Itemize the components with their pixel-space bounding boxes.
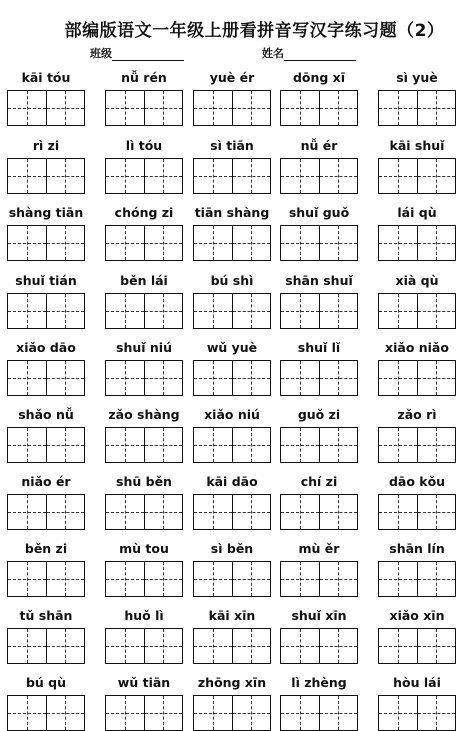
tianzige-cell[interactable] [232,562,271,596]
writing-boxes[interactable] [105,628,183,664]
pinyin-label: chí zi [300,474,338,489]
tianzige-cell[interactable] [194,495,232,529]
tianzige-cell[interactable] [232,696,271,730]
tianzige-cell[interactable] [417,91,456,125]
class-label: 班级 [90,47,112,60]
tianzige-cell[interactable] [319,159,358,193]
writing-boxes[interactable] [7,628,85,664]
pinyin-label: mù tou [119,541,169,556]
tianzige-cell[interactable] [281,91,319,125]
pinyin-label: xiǎo niǎo [385,340,449,355]
writing-boxes[interactable] [280,158,358,194]
tianzige-cell[interactable] [281,629,319,663]
tianzige-cell[interactable] [144,91,183,125]
pinyin-label: shuǐ niú [116,340,172,355]
tianzige-cell[interactable] [46,226,85,260]
tianzige-cell[interactable] [8,361,46,395]
tianzige-cell[interactable] [144,495,183,529]
tianzige-cell[interactable] [106,226,144,260]
pinyin-label: shān shuǐ [285,273,353,288]
writing-boxes[interactable] [7,494,85,530]
pinyin-label: dāo kǒu [388,474,446,489]
writing-boxes[interactable] [193,360,271,396]
tianzige-cell[interactable] [8,562,46,596]
writing-boxes[interactable] [280,90,358,126]
tianzige-cell[interactable] [194,629,232,663]
writing-boxes[interactable] [7,695,85,731]
tianzige-cell[interactable] [144,696,183,730]
pinyin-label: sì běn [210,541,254,556]
tianzige-cell[interactable] [8,226,46,260]
tianzige-cell[interactable] [144,361,183,395]
tianzige-cell[interactable] [194,361,232,395]
tianzige-cell[interactable] [417,495,456,529]
tianzige-cell[interactable] [194,696,232,730]
tianzige-cell[interactable] [8,428,46,462]
tianzige-cell[interactable] [281,696,319,730]
name-label: 姓名 [262,47,284,60]
tianzige-cell[interactable] [46,562,85,596]
pinyin-label: shuǐ tián [15,273,77,288]
tianzige-cell[interactable] [106,294,144,328]
pinyin-label: xiǎo xīn [389,608,445,623]
writing-boxes[interactable] [7,90,85,126]
writing-boxes[interactable] [105,90,183,126]
tianzige-cell[interactable] [144,294,183,328]
writing-boxes[interactable] [378,293,456,329]
pinyin-label: nǚ ér [300,138,338,153]
tianzige-cell[interactable] [232,361,271,395]
tianzige-cell[interactable] [232,629,271,663]
pinyin-label: bú shì [210,273,254,288]
pinyin-label: xiǎo dāo [16,340,76,355]
tianzige-cell[interactable] [319,495,358,529]
writing-boxes[interactable] [7,360,85,396]
tianzige-cell[interactable] [281,294,319,328]
tianzige-cell[interactable] [8,629,46,663]
writing-boxes[interactable] [193,427,271,463]
tianzige-cell[interactable] [194,294,232,328]
writing-boxes[interactable] [193,293,271,329]
tianzige-cell[interactable] [379,495,417,529]
tianzige-cell[interactable] [194,428,232,462]
tianzige-cell[interactable] [106,562,144,596]
writing-boxes[interactable] [105,695,183,731]
tianzige-cell[interactable] [144,629,183,663]
writing-boxes[interactable] [378,90,456,126]
pinyin-label: huǒ lì [124,608,164,623]
writing-boxes[interactable] [105,225,183,261]
tianzige-cell[interactable] [319,696,358,730]
pinyin-label: tiān shàng [194,205,270,220]
pinyin-label: kāi shuǐ [389,138,445,153]
tianzige-cell[interactable] [379,428,417,462]
writing-boxes[interactable] [193,225,271,261]
writing-boxes[interactable] [280,293,358,329]
pinyin-label: tǔ shān [19,608,73,623]
writing-boxes[interactable] [105,561,183,597]
name-field [262,45,356,61]
writing-boxes[interactable] [378,561,456,597]
pinyin-label: niǎo ér [21,474,71,489]
pinyin-label: shān lín [389,541,445,556]
pinyin-label: dōng xī [292,70,346,85]
writing-boxes[interactable] [193,158,271,194]
writing-boxes[interactable] [105,360,183,396]
tianzige-cell[interactable] [106,91,144,125]
tianzige-cell[interactable] [319,226,358,260]
writing-boxes[interactable] [280,225,358,261]
writing-boxes[interactable] [378,158,456,194]
tianzige-cell[interactable] [46,696,85,730]
writing-boxes[interactable] [280,427,358,463]
writing-boxes[interactable] [193,628,271,664]
writing-boxes[interactable] [378,628,456,664]
tianzige-cell[interactable] [232,294,271,328]
pinyin-label: lì zhèng [291,675,347,690]
tianzige-cell[interactable] [417,428,456,462]
tianzige-cell[interactable] [46,294,85,328]
tianzige-cell[interactable] [8,91,46,125]
pinyin-label: kāi tóu [21,70,71,85]
tianzige-cell[interactable] [319,629,358,663]
writing-boxes[interactable] [378,494,456,530]
tianzige-cell[interactable] [232,428,271,462]
pinyin-label: sì yuè [396,70,438,85]
writing-boxes[interactable] [378,360,456,396]
tianzige-cell[interactable] [194,159,232,193]
tianzige-cell[interactable] [144,428,183,462]
tianzige-cell[interactable] [417,361,456,395]
tianzige-cell[interactable] [8,294,46,328]
pinyin-label: zǎo shàng [108,407,180,422]
pinyin-label: mù ěr [298,541,340,556]
writing-boxes[interactable] [7,293,85,329]
writing-boxes[interactable] [193,494,271,530]
writing-boxes[interactable] [7,427,85,463]
tianzige-cell[interactable] [379,696,417,730]
tianzige-cell[interactable] [281,428,319,462]
tianzige-cell[interactable] [106,361,144,395]
tianzige-cell[interactable] [46,361,85,395]
tianzige-cell[interactable] [417,562,456,596]
pinyin-label: nǚ rén [121,70,167,85]
tianzige-cell[interactable] [379,159,417,193]
tianzige-cell[interactable] [281,495,319,529]
tianzige-cell[interactable] [8,696,46,730]
pinyin-label: shàng tiān [8,205,84,220]
pinyin-label: běn lái [120,273,168,288]
tianzige-cell[interactable] [379,562,417,596]
tianzige-cell[interactable] [194,226,232,260]
pinyin-label: chóng zi [114,205,174,220]
tianzige-cell[interactable] [379,226,417,260]
pinyin-label: zhōng xīn [197,675,267,690]
tianzige-cell[interactable] [106,159,144,193]
tianzige-cell[interactable] [281,361,319,395]
pinyin-label: shū běn [116,474,172,489]
pinyin-label: rì zi [32,138,60,153]
tianzige-cell[interactable] [319,562,358,596]
tianzige-cell[interactable] [46,629,85,663]
tianzige-cell[interactable] [46,495,85,529]
writing-boxes[interactable] [378,225,456,261]
class-field [90,45,184,61]
writing-boxes[interactable] [105,158,183,194]
tianzige-cell[interactable] [8,495,46,529]
tianzige-cell[interactable] [144,562,183,596]
pinyin-label: shuǐ guǒ [288,205,350,220]
tianzige-cell[interactable] [417,629,456,663]
tianzige-cell[interactable] [319,294,358,328]
writing-boxes[interactable] [105,293,183,329]
pinyin-label: běn zi [24,541,68,556]
pinyin-label: shuǐ xīn [291,608,347,623]
tianzige-cell[interactable] [319,91,358,125]
tianzige-cell[interactable] [46,91,85,125]
pinyin-label: hòu lái [393,675,441,690]
tianzige-cell[interactable] [232,226,271,260]
pinyin-label: lì tóu [125,138,163,153]
writing-boxes[interactable] [280,360,358,396]
pinyin-label: zǎo rì [397,407,437,422]
tianzige-cell[interactable] [281,226,319,260]
pinyin-label: yuè ér [209,70,255,85]
pinyin-label: guǒ zi [297,407,341,422]
tianzige-cell[interactable] [106,629,144,663]
tianzige-cell[interactable] [46,159,85,193]
tianzige-cell[interactable] [417,159,456,193]
tianzige-cell[interactable] [194,562,232,596]
tianzige-cell[interactable] [232,495,271,529]
writing-boxes[interactable] [105,427,183,463]
tianzige-cell[interactable] [8,159,46,193]
tianzige-cell[interactable] [232,159,271,193]
tianzige-cell[interactable] [232,91,271,125]
tianzige-cell[interactable] [379,629,417,663]
writing-boxes[interactable] [280,494,358,530]
pinyin-label: wǔ yuè [206,340,258,355]
tianzige-cell[interactable] [379,361,417,395]
tianzige-cell[interactable] [281,159,319,193]
writing-boxes[interactable] [7,225,85,261]
tianzige-cell[interactable] [144,226,183,260]
pinyin-label: xià qù [395,273,439,288]
pinyin-label: kāi xīn [208,608,256,623]
tianzige-cell[interactable] [144,159,183,193]
tianzige-cell[interactable] [417,294,456,328]
tianzige-cell[interactable] [379,294,417,328]
writing-boxes[interactable] [193,90,271,126]
writing-boxes[interactable] [193,695,271,731]
writing-boxes[interactable] [280,695,358,731]
writing-boxes[interactable] [280,561,358,597]
writing-boxes[interactable] [193,561,271,597]
tianzige-cell[interactable] [46,428,85,462]
tianzige-cell[interactable] [417,696,456,730]
writing-boxes[interactable] [378,427,456,463]
tianzige-cell[interactable] [106,696,144,730]
pinyin-label: shuǐ lǐ [297,340,341,355]
tianzige-cell[interactable] [319,361,358,395]
pinyin-label: kāi dāo [206,474,258,489]
pinyin-label: wǔ tiān [117,675,171,690]
pinyin-label: bú qù [25,675,67,690]
tianzige-cell[interactable] [106,428,144,462]
tianzige-cell[interactable] [281,562,319,596]
writing-boxes[interactable] [280,628,358,664]
tianzige-cell[interactable] [106,495,144,529]
pinyin-label: shǎo nǚ [18,407,74,422]
pinyin-label: lái qù [397,205,437,220]
pinyin-label: sì tiān [210,138,254,153]
page-title: 部编版语文一年级上册看拼音写汉字练习题（2） [64,21,445,41]
tianzige-cell[interactable] [194,91,232,125]
pinyin-label: xiǎo niú [204,407,260,422]
tianzige-cell[interactable] [417,226,456,260]
writing-boxes[interactable] [105,494,183,530]
tianzige-cell[interactable] [319,428,358,462]
tianzige-cell[interactable] [379,91,417,125]
writing-boxes[interactable] [7,561,85,597]
writing-boxes[interactable] [378,695,456,731]
writing-boxes[interactable] [7,158,85,194]
